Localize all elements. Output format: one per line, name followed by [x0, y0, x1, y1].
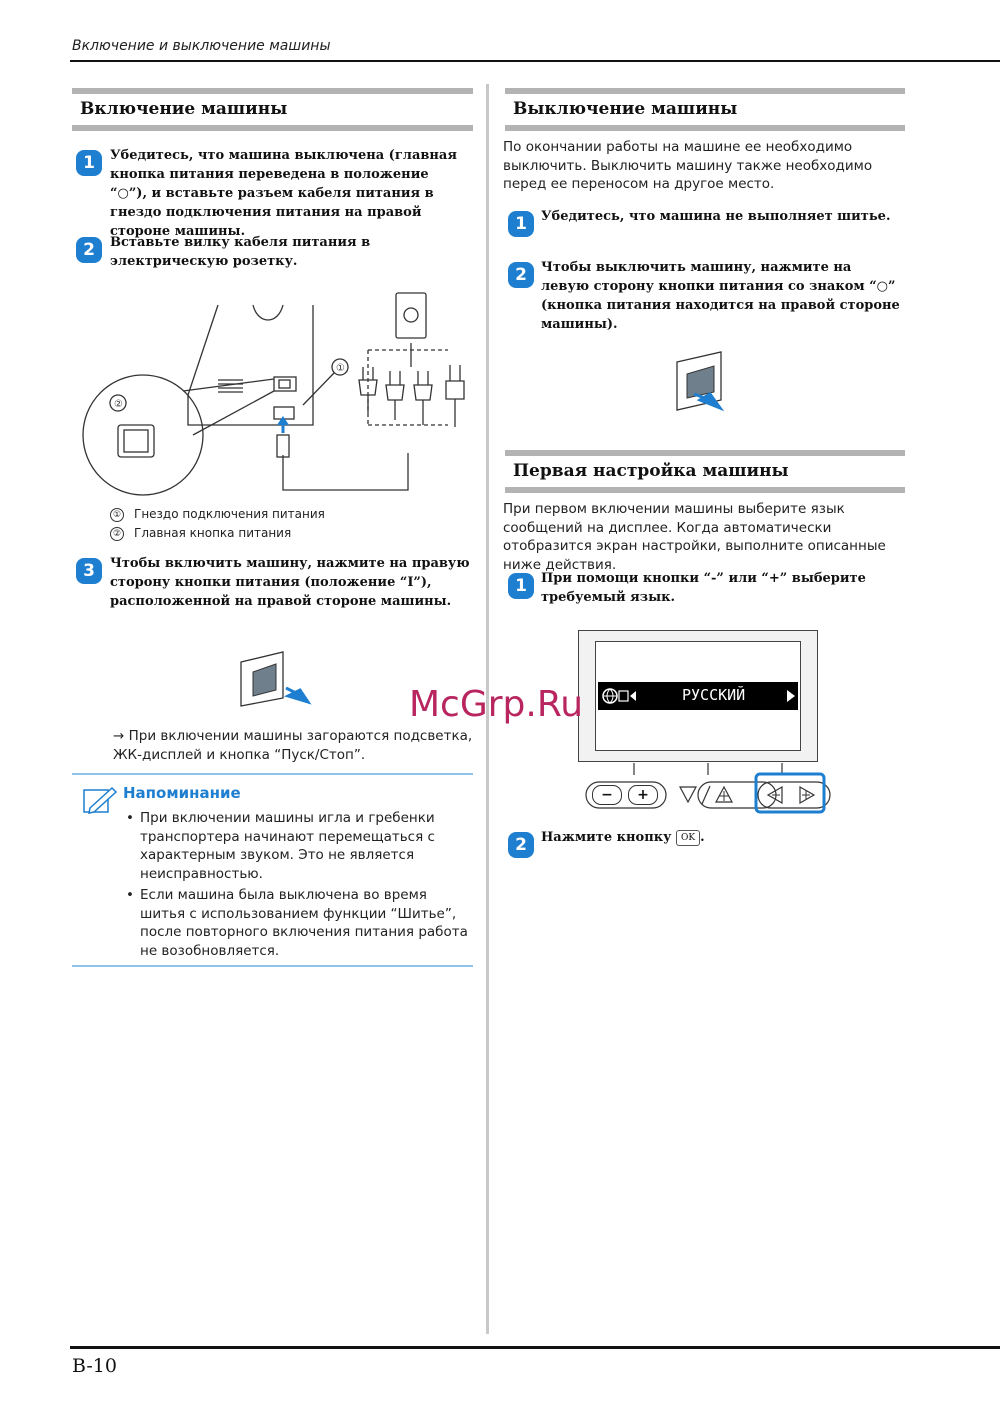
step-2-text: Нажмите кнопку OK .	[541, 830, 705, 845]
step-2-text: Чтобы выключить машину, нажмите на левую сторону кнопки питания со знаком “○” (кнопка питания находится на правой стороне машины).	[541, 260, 900, 332]
note-item-text: При включении машины игла и гребенки транспортера начинают перемещаться с характерным звуком. Это не является неисправностью.	[140, 810, 435, 882]
section-title: Выключение машины	[513, 99, 738, 119]
caption-1	[110, 507, 325, 522]
step-number-icon: 1	[508, 573, 534, 599]
arrow-right-icon	[786, 689, 796, 703]
language-bar	[598, 682, 798, 710]
section-header-power-on	[72, 88, 473, 131]
lcd-panel	[578, 630, 818, 762]
section-header-first-setup	[505, 450, 905, 493]
note-item: • Если машина была выключена во время шитья с использованием функции “Шитье”, после повторного включения питания работа не возобновляется.	[126, 887, 468, 959]
step-1-text: При помощи кнопки “-” или “+” выберите требуемый язык.	[541, 571, 866, 605]
step-3-text: Чтобы включить машину, нажмите на правую сторону кнопки питания (положение “I”), расположенной на правой стороне машины.	[110, 556, 470, 609]
note-bottom-rule	[72, 965, 473, 967]
section-header-power-off	[505, 88, 905, 131]
step-number-icon: 2	[508, 262, 534, 288]
step-1-text: Убедитесь, что машина не выполняет шитье.	[541, 209, 891, 224]
step-number-icon: 2	[76, 237, 102, 263]
caption-text: Гнездо подключения питания	[134, 507, 325, 521]
note-top-rule	[72, 773, 473, 775]
caption-text: Главная кнопка питания	[134, 526, 292, 540]
power-switch-on-illustration	[238, 650, 313, 710]
ok-key: OK	[676, 830, 700, 846]
bottom-rule	[70, 1346, 1000, 1349]
power-cable-illustration	[78, 285, 478, 510]
minus-button[interactable]: −	[592, 785, 622, 805]
note-item-text: Если машина была выключена во время шитья с использованием функции “Шитье”, после повторного включения питания работа не возобновляется.	[140, 887, 468, 959]
note-item: • При включении машины игла и гребенки транспортера начинают перемещаться с характерным звуком. Это не является неисправностью.	[126, 810, 435, 882]
plus-button[interactable]: +	[628, 785, 658, 805]
left-right-buttons[interactable]	[764, 784, 824, 806]
up-down-buttons[interactable]	[676, 784, 740, 806]
memo-icon	[82, 786, 118, 816]
intro-text: По окончании работы на машине ее необходимо выключить. Выключить машину также необходимо перед ее переносом на другое место.	[503, 139, 873, 192]
step-2-text: Вставьте вилку кабеля питания в электрическую розетку.	[110, 235, 371, 269]
step-number-icon: 2	[508, 832, 534, 858]
top-rule	[70, 60, 1000, 62]
step-number-icon: 3	[76, 558, 102, 584]
caption-marker: ②	[110, 527, 124, 541]
lcd-screen	[595, 641, 801, 751]
running-header: Включение и выключение машины	[72, 38, 331, 54]
power-switch-off-illustration	[674, 350, 749, 416]
result-text: → При включении машины загораются подсветка, ЖК-дисплей и кнопка “Пуск/Стоп”.	[113, 728, 473, 763]
note-title: Напоминание	[123, 784, 241, 802]
globe-icon	[602, 687, 638, 705]
watermark: McGrp.Ru	[409, 684, 584, 725]
step-1-text: Убедитесь, что машина выключена (главная кнопка питания переведена в положение “○”), и вставьте разъем кабеля питания в гнездо подключения питания на правой стороне машины.	[110, 148, 457, 239]
step-number-icon: 1	[76, 150, 102, 176]
page-number: B-10	[72, 1355, 117, 1377]
caption-marker: ①	[110, 508, 124, 522]
step-number-icon: 1	[508, 211, 534, 237]
section-title: Включение машины	[80, 99, 288, 119]
intro-text: При первом включении машины выберите язык сообщений на дисплее. Когда автоматически отобразится экран настройки, выполните описанные ниже действия.	[503, 501, 886, 573]
callout-2: ②	[114, 399, 123, 410]
caption-2	[110, 526, 291, 541]
callout-1: ①	[336, 363, 345, 374]
section-title: Первая настройка машины	[513, 461, 789, 481]
language-value: РУССКИЙ	[682, 686, 746, 704]
